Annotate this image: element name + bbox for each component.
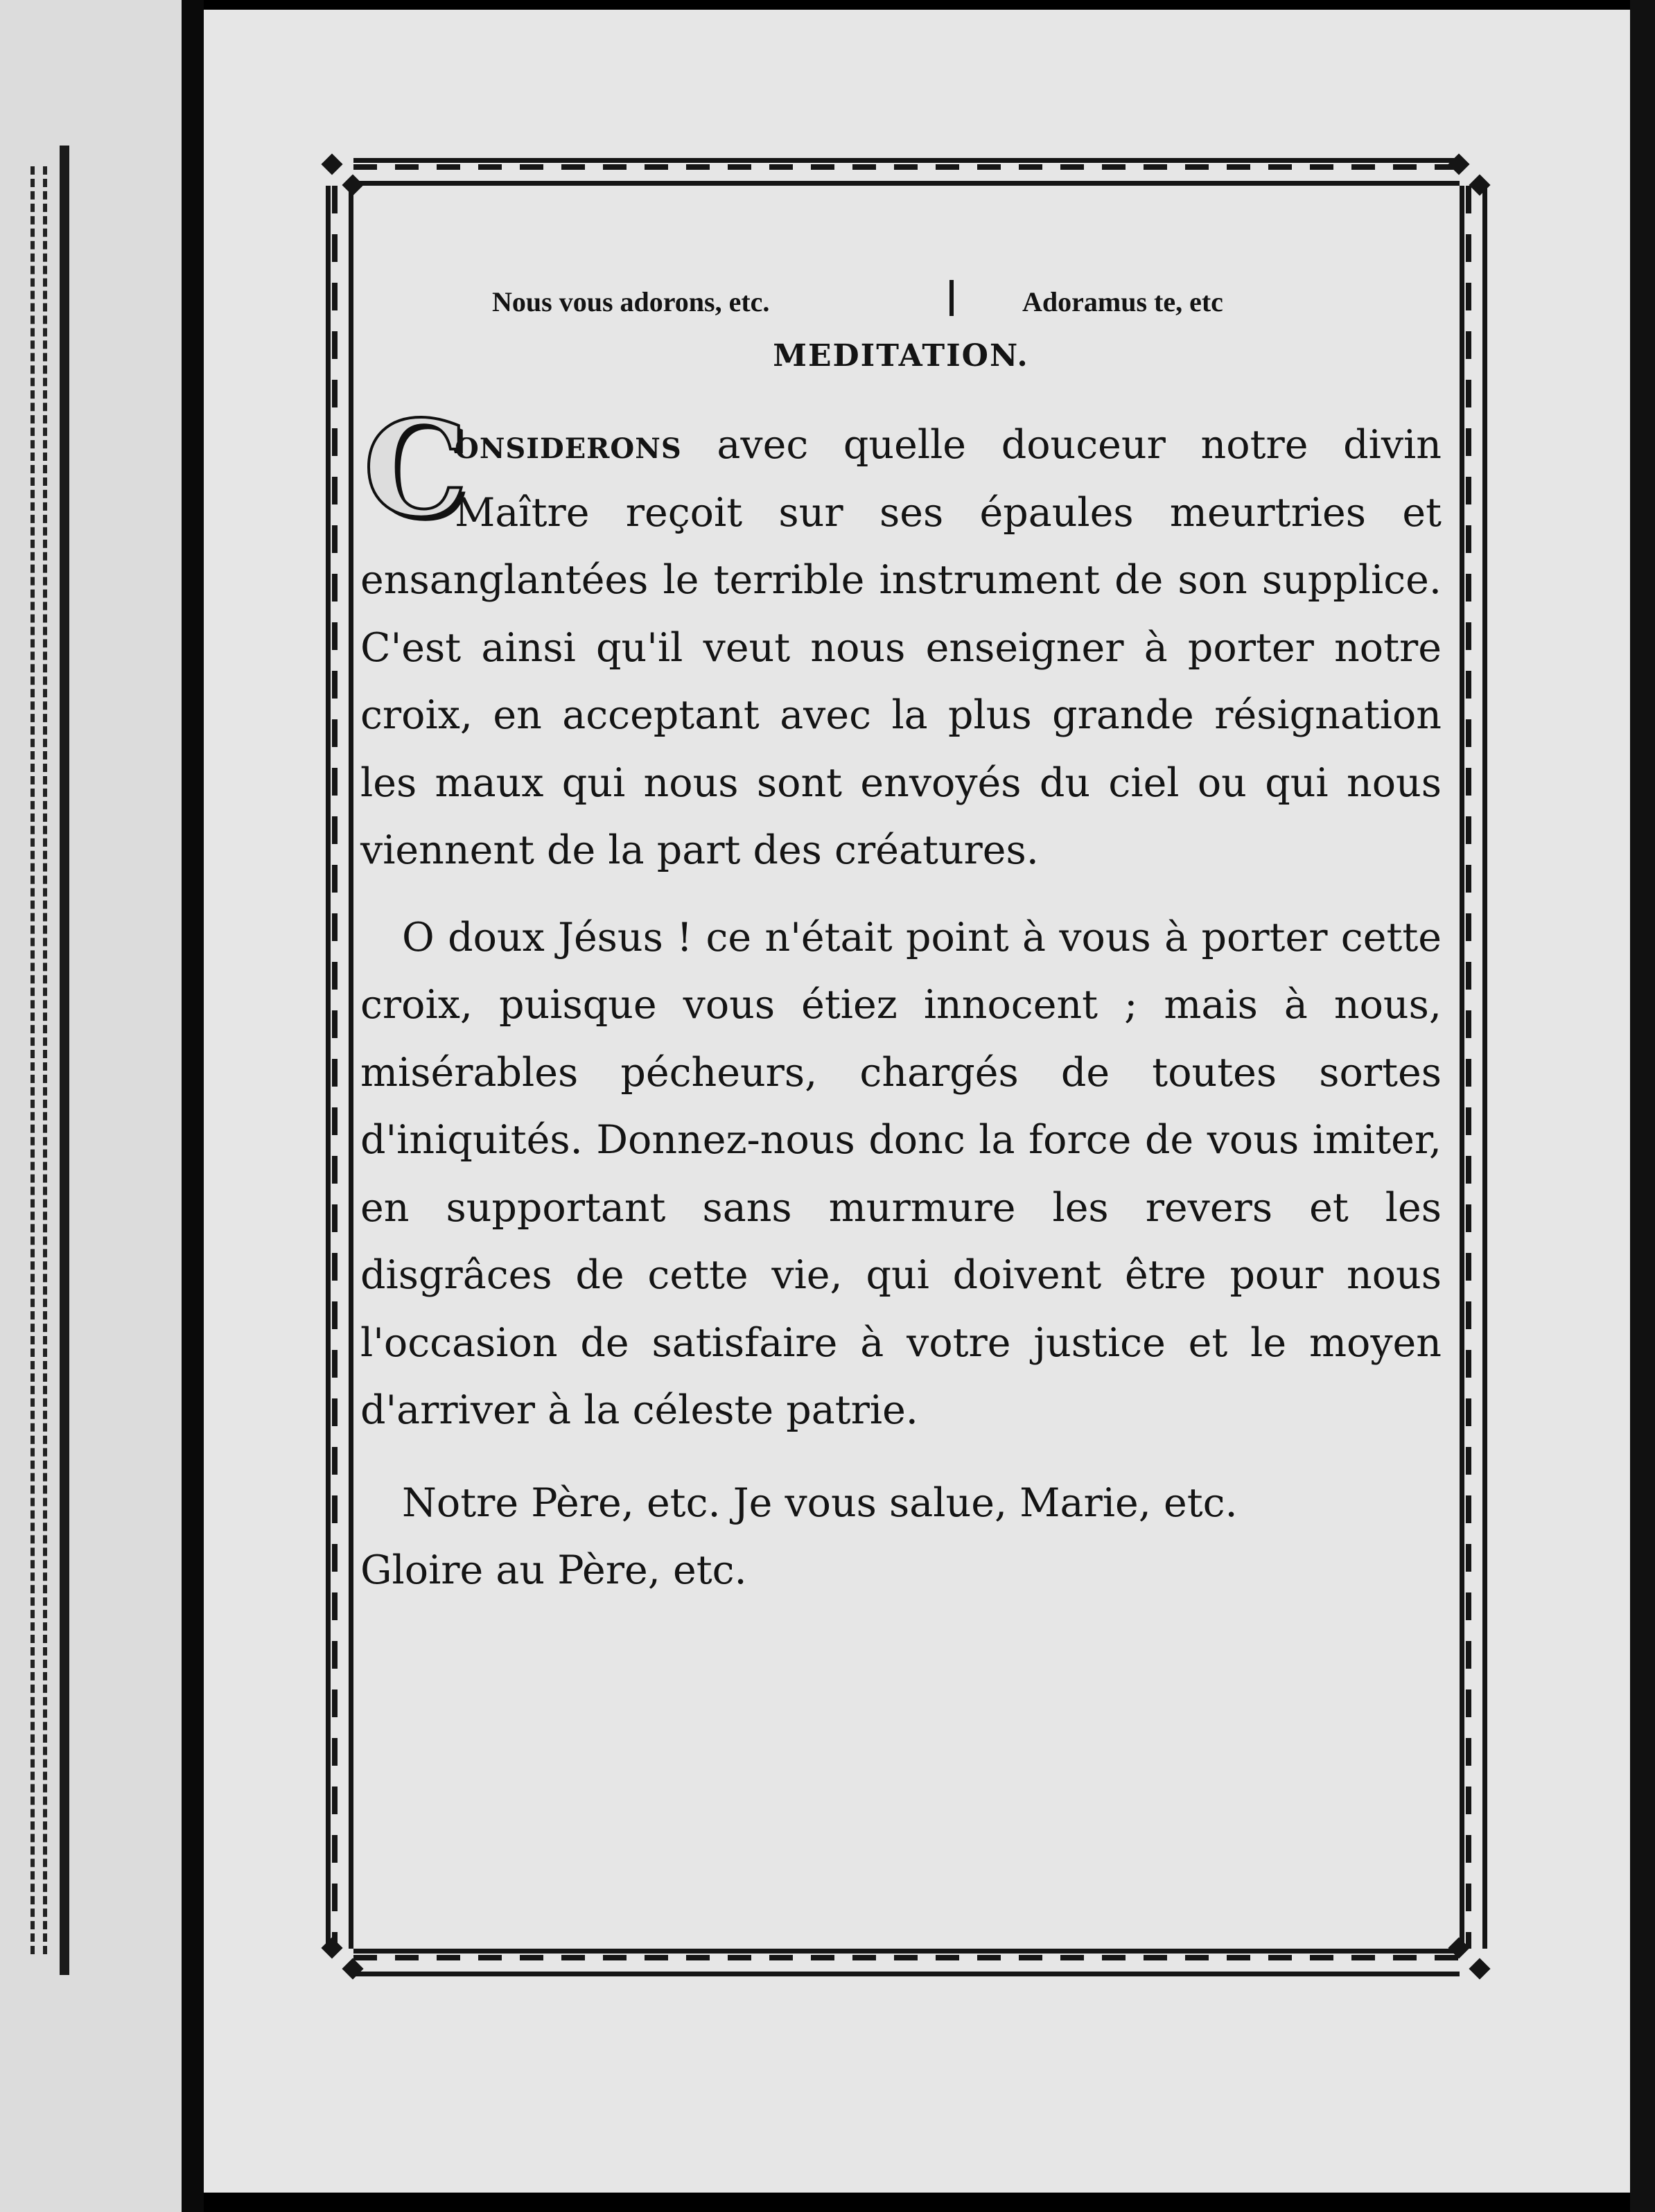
book-gutter [182,0,204,2212]
border-top [353,158,1460,186]
corner-ornament-top-left [319,151,367,200]
previous-page [0,0,182,2212]
header-left: Nous vous adorons, etc. [492,286,770,317]
corner-ornament-bottom-left [319,1935,367,1983]
section-title: MEDITATION. [773,338,1029,374]
closing-line-1: Notre Père, etc. Je vous salue, Marie, etc. [402,1480,1238,1526]
paragraph-1-text: avec quelle douceur notre divin Maître reçoit sur ses épaules meurtries et ensanglantées le terrible instrument de son supplice. C'est ainsi qu'il veut nous enseigner à porter notre croix, en acceptant avec la plus grande résignation les maux qui nous sont envoyés du ciel ou qui nous viennent de la part des créatures. [360,422,1442,873]
border-left [326,186,353,1949]
page-content [360,277,1442,1605]
header-right: Adoramus te, etc [1022,286,1223,317]
previous-page-border [0,146,69,1975]
page-edge [1630,0,1655,2212]
corner-ornament-bottom-right [1446,1935,1494,1983]
paragraph-2: O doux Jésus ! ce n'était point à vous à porter cette croix, puisque vous étiez innocent ; mais à nous, misérables pécheurs, chargés de toutes sortes d'iniquités. Donnez-nous donc la force de vous imiter, en supportant sans murmure les revers et les disgrâces de cette vie, qui doivent être pour nous l'occasion de satisfaire à votre justice et le moyen d'arriver à la céleste patrie. [360,914,1442,1433]
paragraph-1 [360,392,1442,885]
header-separator [949,280,954,316]
corner-ornament-top-right [1446,151,1494,200]
running-header [360,277,1442,326]
drop-cap: C [363,392,469,546]
closing-prayers [360,1470,1442,1605]
border-right [1460,186,1487,1949]
closing-line-2: Gloire au Père, etc. [360,1547,747,1593]
first-word: onsiderons [455,421,682,468]
border-bottom [353,1949,1460,1976]
